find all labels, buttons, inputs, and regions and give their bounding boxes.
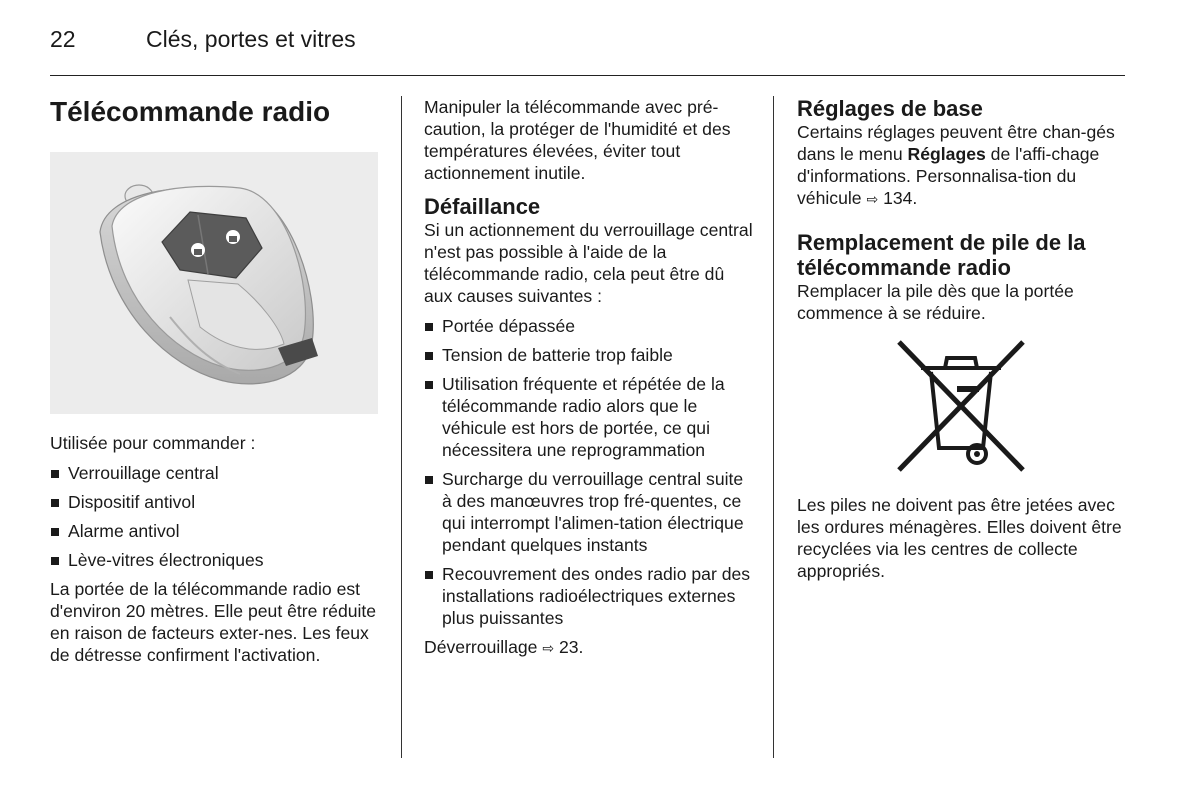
cause-list: [424, 315, 756, 629]
list-item: Utilisation fréquente et répétée de la télécommande radio alors que le véhicule est hors de portée, ce qui nécessitera une reprogrammation: [424, 373, 756, 461]
range-paragraph: La portée de la télécommande radio est d'environ 20 mètres. Elle peut être réduite en raison de facteurs exter-nes. Les feux de détresse confirment l'activation.: [50, 579, 377, 665]
key-fob-image: [50, 152, 378, 414]
reference-page: 23.: [558, 637, 584, 657]
list-item: Portée dépassée: [424, 315, 756, 337]
settings-menu-name: Réglages: [907, 144, 986, 164]
intro-text: Utilisée pour commander :: [50, 433, 256, 453]
settings-text: Certains réglages peuvent être chan-gés dans le menu: [797, 122, 1115, 164]
handling-paragraph: Manipuler la télécommande avec pré-caution, la protéger de l'humidité et des températures élevées, éviter tout actionnement inutile.: [424, 97, 731, 183]
header-rule: [50, 75, 1125, 76]
section-heading-basic-settings: Réglages de base: [797, 96, 983, 121]
column-1: [50, 96, 382, 674]
disposal-paragraph: Les piles ne doivent pas être jetées avec les ordures ménagères. Elles doivent être recyclées via les centres de collecte appropriés.: [797, 495, 1122, 581]
list-item: Alarme antivol: [50, 520, 382, 542]
remote-key-illustration: [50, 152, 378, 414]
section-heading-failure: Défaillance: [424, 194, 541, 219]
column-divider: [401, 96, 402, 758]
crossed-bin-icon: [893, 338, 1029, 476]
list-item: Verrouillage central: [50, 462, 382, 484]
reference-label: Déverrouillage: [424, 637, 538, 657]
list-item: Tension de batterie trop faible: [424, 344, 756, 366]
column-3: [797, 96, 1127, 590]
section-heading-battery: Remplacement de pile de la télécommande radio: [797, 230, 1086, 280]
list-item: Dispositif antivol: [50, 491, 382, 513]
recycling-symbol: [893, 338, 1029, 476]
page-arrow-icon: ⇨: [866, 191, 879, 207]
list-item: Surcharge du verrouillage central suite à des manœuvres trop fré-quentes, ce qui interrompt l'alimen-tation électrique pendant quelques instants: [424, 468, 756, 556]
failure-paragraph: Si un actionnement du verrouillage central n'est pas possible à l'aide de la télécommande radio, cela peut être dû aux causes suivantes :: [424, 220, 753, 306]
reference-page[interactable]: 134.: [883, 188, 918, 208]
settings-text-2: de l'affi-chage d'informations. Personnalisa-tion du véhicule: [797, 144, 1100, 208]
function-list: [50, 462, 382, 571]
column-2: [424, 96, 756, 667]
column-divider: [773, 96, 774, 758]
settings-paragraph: [797, 121, 1127, 210]
list-item: Recouvrement des ondes radio par des installations radioélectriques externes plus puissantes: [424, 563, 756, 629]
list-item: Lève-vitres électroniques: [50, 549, 382, 571]
section-heading: Télécommande radio: [50, 96, 331, 127]
page-arrow-icon: ⇨: [542, 640, 555, 656]
unlock-reference[interactable]: [424, 636, 756, 659]
chapter-title: Clés, portes et vitres: [146, 26, 356, 52]
page-number: 22: [50, 26, 76, 52]
battery-paragraph: Remplacer la pile dès que la portée commence à se réduire.: [797, 281, 1074, 323]
